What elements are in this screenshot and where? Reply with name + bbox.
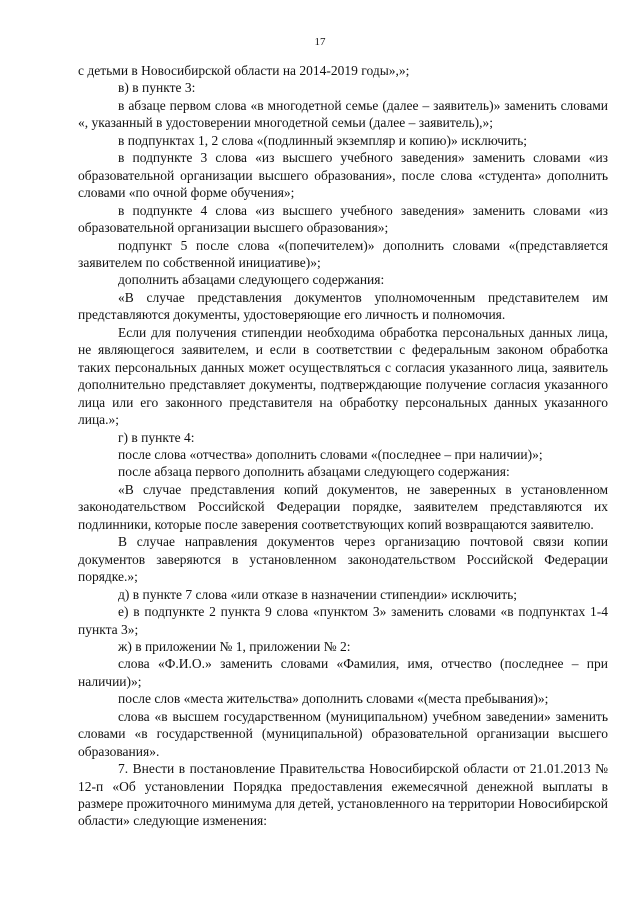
- paragraph: «В случае представления документов уполномоченным представителем им представляются документы, удостоверяющие его личность и полномочия.: [78, 289, 608, 323]
- document-body: [78, 62, 608, 830]
- paragraph: 7. Внести в постановление Правительства Новосибирской области от 21.01.2013 № 12-п «Об установлении Порядка предоставления ежемесячной денежной выплаты в размере прожиточного минимума для детей, установленного на территории Новосибирской области» следующие изменения:: [78, 761, 608, 829]
- paragraph: после слова «отчества» дополнить словами «(последнее – при наличии)»;: [118, 446, 543, 462]
- paragraph: ж) в приложении № 1, приложении № 2:: [118, 638, 351, 654]
- paragraph: слова «в высшем государственном (муниципальном) учебном заведении» заменить словами «в государственной (муниципальной) образовательной организации высшего образования».: [78, 708, 608, 759]
- paragraph: с детьми в Новосибирской области на 2014-2019 годы»,»;: [78, 63, 410, 78]
- paragraph: дополнить абзацами следующего содержания:: [118, 272, 385, 288]
- paragraph: в подпункте 4 слова «из высшего учебного заведения» заменить словами «из образовательной организации высшего образования»;: [78, 202, 608, 236]
- paragraph: после абзаца первого дополнить абзацами следующего содержания:: [118, 464, 510, 480]
- paragraph: В случае направления документов через организацию почтовой связи копии документов заверяются в установленном законодательством Российской Федерации порядке.»;: [78, 534, 608, 585]
- paragraph: Если для получения стипендии необходима обработка персональных данных лица, не являющегося заявителем, и если в соответствии с федеральным законом обработка таких персональных данных может осуществляться с согласия указанного лица, заявитель дополнительно представляет документы, подтверждающие получение согласия указанного лица или его законного представителя на обработку персональных данных указанного лица.»;: [78, 324, 608, 428]
- paragraph: подпункт 5 после слова «(попечителем)» дополнить словами «(представляется заявителем по собственной инициативе)»;: [78, 237, 608, 270]
- paragraph: в подпункте 3 слова «из высшего учебного заведения» заменить словами «из образовательной организации высшего образования», после слова «студента» дополнить словами «по очной форме обучения»;: [78, 150, 608, 201]
- page-number: 17: [314, 36, 326, 48]
- paragraph: слова «Ф.И.О.» заменить словами «Фамилия, имя, отчество (последнее – при наличии)»;: [78, 656, 608, 689]
- paragraph: в подпунктах 1, 2 слова «(подлинный экземпляр и копию)» исключить;: [118, 132, 528, 148]
- paragraph: е) в подпункте 2 пункта 9 слова «пунктом 3» заменить словами «в подпунктах 1-4 пункта 3»;: [78, 604, 608, 637]
- paragraph: после слов «места жительства» дополнить словами «(места пребывания)»;: [118, 691, 549, 707]
- paragraph: в) в пункте 3:: [118, 80, 196, 96]
- paragraph: в абзаце первом слова «в многодетной семье (далее – заявитель)» заменить словами «, указанный в удостоверении многодетной семьи (далее – заявитель),»;: [78, 97, 608, 131]
- paragraph: «В случае представления копий документов, не заверенных в установленном законодательством Российской Федерации порядке, заявителем представляются их подлинники, которые после заверения соответствующих копий возвращаются заявителю.: [78, 481, 608, 532]
- paragraph: д) в пункте 7 слова «или отказе в назначении стипендии» исключить;: [118, 586, 518, 602]
- paragraph: г) в пункте 4:: [118, 429, 195, 445]
